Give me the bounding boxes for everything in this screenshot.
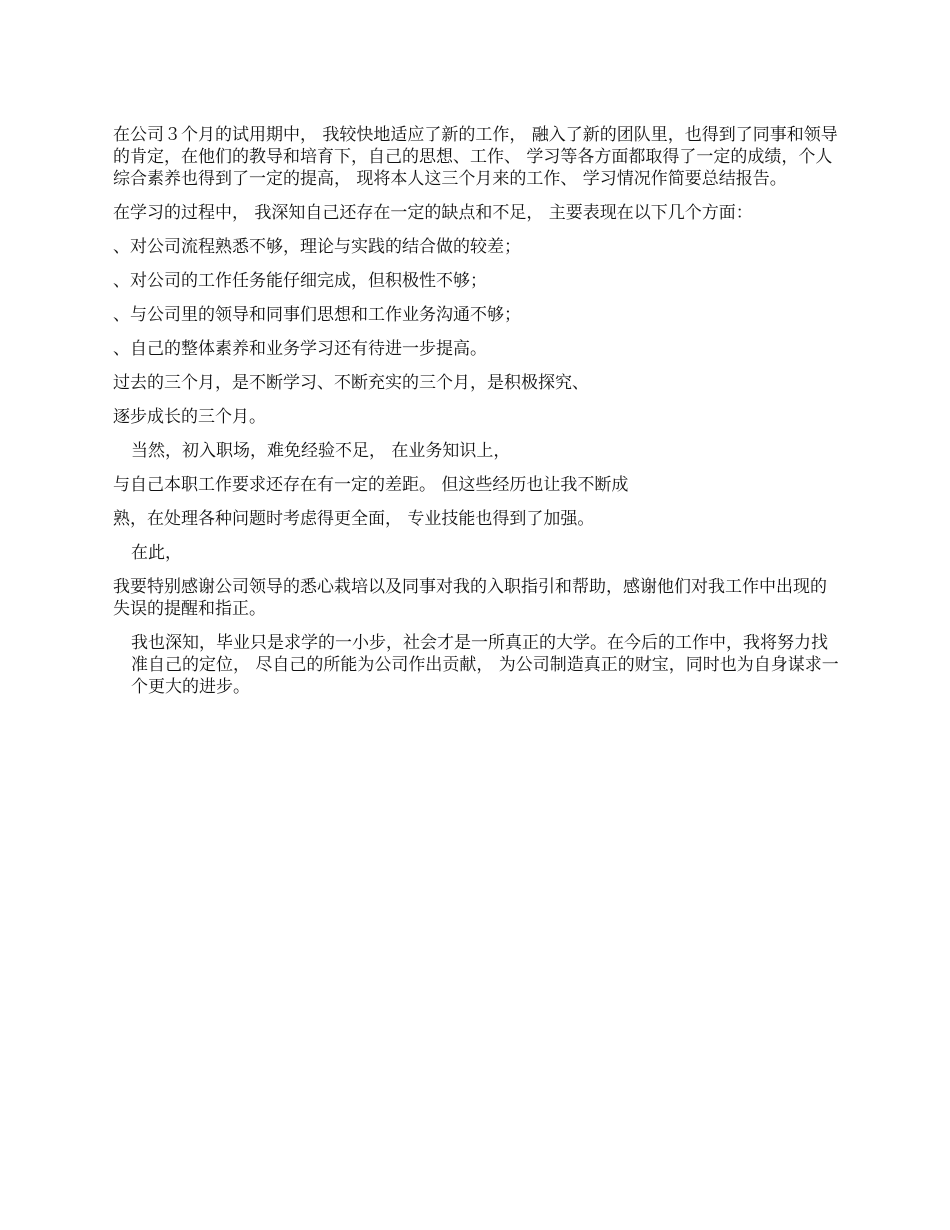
paragraph-experience-3: 熟，在处理各种问题时考虑得更全面， 专业技能也得到了加强。 — [113, 509, 595, 529]
paragraph-experience-2: 与自己本职工作要求还存在有一定的差距。 但这些经历也让我不断成 — [113, 475, 629, 495]
paragraph-past-months-2: 逐步成长的三个月。 — [113, 407, 266, 427]
paragraph-thanks-lead: 在此， — [131, 543, 182, 563]
paragraph-shortcomings-intro: 在学习的过程中， 我深知自己还存在一定的缺点和不足， 主要表现在以下几个方面： — [113, 203, 753, 223]
paragraph-shortcoming-3: 、与公司里的领导和同事们思想和工作业务沟通不够； — [113, 305, 521, 325]
paragraph-shortcoming-2: 、对公司的工作任务能仔细完成，但积极性不够； — [113, 271, 487, 291]
paragraph-shortcoming-1: 、对公司流程熟悉不够，理论与实践的结合做的较差； — [113, 237, 521, 257]
paragraph-shortcoming-4: 、自己的整体素养和业务学习还有待进一步提高。 — [113, 339, 487, 359]
document-body — [113, 124, 843, 710]
paragraph-experience-1: 当然，初入职场，难免经验不足， 在业务知识上， — [131, 441, 511, 461]
paragraph-intro: 在公司３个月的试用期中， 我较快地适应了新的工作， 融入了新的团队里，也得到了同事和领导的肯定，在他们的教导和培育下，自己的思想、工作、 学习等各方面都取得了一定的成绩，个人综合素养也得到了一定的提高， 现将本人这三个月来的工作、 学习情况作简要总结报告。 — [113, 125, 838, 189]
paragraph-thanks: 我要特别感谢公司领导的悉心栽培以及同事对我的入职指引和帮助，感谢他们对我工作中出现的失误的提醒和指正。 — [113, 577, 827, 619]
paragraph-conclusion: 我也深知，毕业只是求学的一小步，社会才是一所真正的大学。在今后的工作中，我将努力找准自己的定位， 尽自己的所能为公司作出贡献， 为公司制造真正的财宝，同时也为自身谋求一个更大的进步。 — [131, 633, 839, 697]
paragraph-past-months-1: 过去的三个月，是不断学习、不断充实的三个月，是积极探究、 — [113, 373, 589, 393]
